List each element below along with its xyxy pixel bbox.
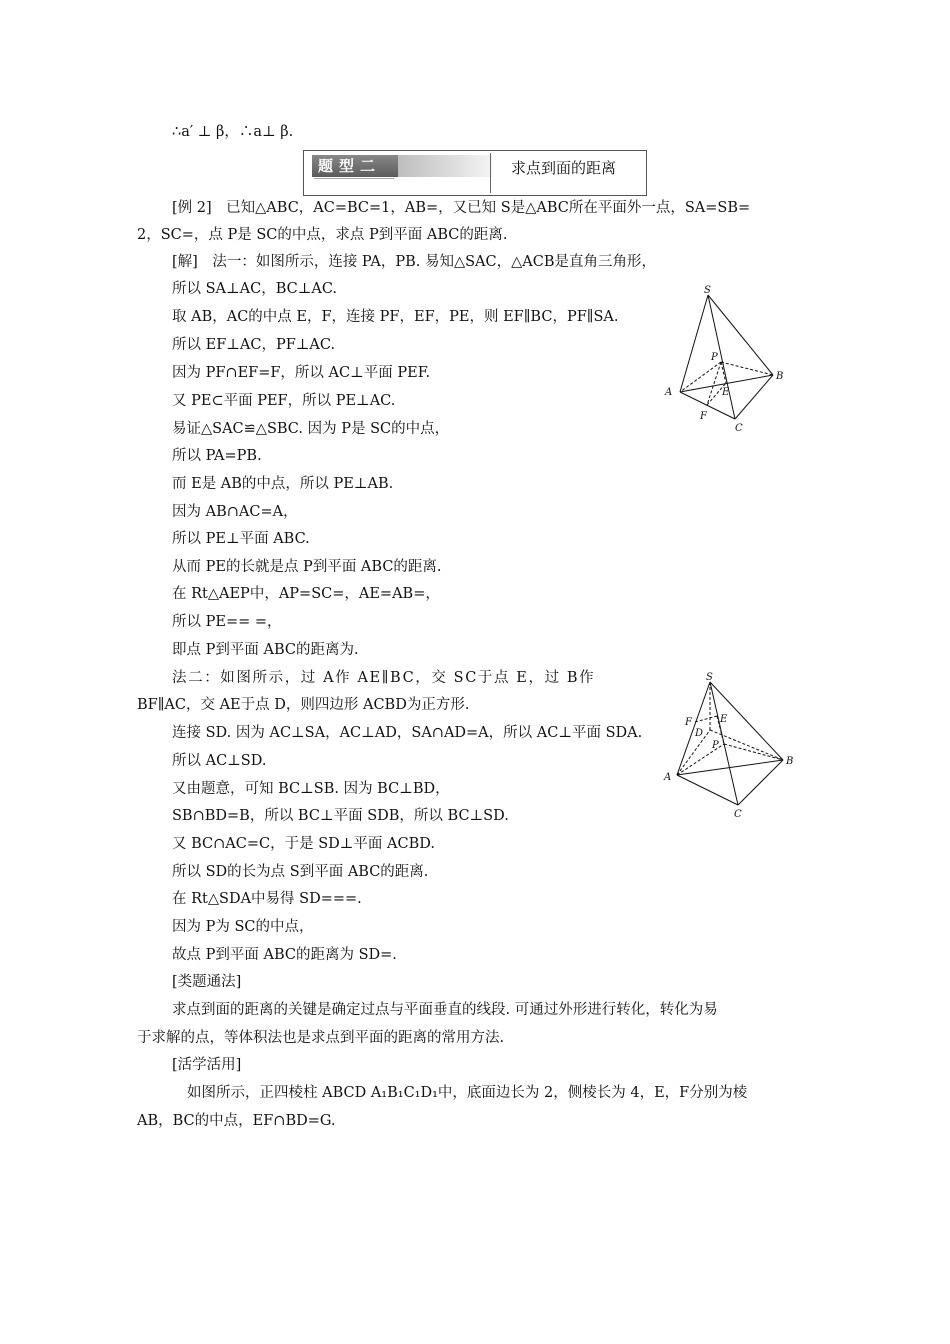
vertex-label: D <box>695 728 704 739</box>
text-line: 法二：如图所示，过 A作 AE∥BC，交 SC于点 E，过 B作 <box>172 670 596 686</box>
text-line: 又由题意，可知 BC⊥SB. 因为 BC⊥BD， <box>172 781 450 797</box>
banner-separator <box>490 153 491 193</box>
text-line: [类题通法] <box>172 974 242 990</box>
tetrahedron-figure-2 <box>655 670 795 820</box>
vertex-label: F <box>700 411 707 422</box>
text-line: 又 PE⊂平面 PEF，所以 PE⊥AC. <box>172 393 396 409</box>
vertex-label: A <box>664 772 672 783</box>
vertex-label: F <box>685 717 692 728</box>
text-line: 因为 P为 SC的中点， <box>172 919 314 935</box>
text-line: 在 Rt△SDA中易得 SD===. <box>172 891 362 907</box>
vertex-label: C <box>734 809 742 820</box>
text-line: 易证△SAC≌△SBC. 因为 P是 SC的中点， <box>172 421 450 437</box>
vertex-label: E <box>720 714 728 725</box>
text-line: BF∥AC，交 AE于点 D，则四边形 ACBD为正方形. <box>137 697 470 713</box>
text-line: 故点 P到平面 ABC的距离为 SD=. <box>172 947 397 963</box>
text-line: [解] 法一：如图所示，连接 PA，PB. 易知△SAC，△ACB是直角三角形， <box>172 254 656 270</box>
text-line: 而 E是 AB的中点，所以 PE⊥AB. <box>172 476 394 492</box>
text-line: 于求解的点，等体积法也是求点到平面的距离的常用方法. <box>137 1030 505 1046</box>
banner-gradient-bar <box>398 155 492 177</box>
text-line: ∴a′ ⊥ β，∴a⊥ β. <box>172 124 294 140</box>
text-line: 2，SC=，点 P是 SC的中点，求点 P到平面 ABC的距离. <box>137 227 508 243</box>
text-line: 所以 EF⊥AC，PF⊥AC. <box>172 337 336 353</box>
text-line: 所以 AC⊥SD. <box>172 753 267 769</box>
section-tag: 题型二 <box>312 155 398 177</box>
section-title: 求点到面的距离 <box>511 159 617 177</box>
text-line: 因为 AB∩AC=A， <box>172 504 298 520</box>
text-line: 即点 P到平面 ABC的距离为. <box>172 642 359 658</box>
text-line: 取 AB，AC的中点 E，F，连接 PF，EF，PE，则 EF∥BC，PF∥SA. <box>172 309 619 325</box>
text-line: 连接 SD. 因为 AC⊥SA，AC⊥AD，SA∩AD=A，所以 AC⊥平面 SDA. <box>172 725 643 741</box>
vertex-label: B <box>776 371 784 382</box>
text-line: SB∩BD=B，所以 BC⊥平面 SDB，所以 BC⊥SD. <box>172 808 509 824</box>
vertex-label: P <box>712 740 719 751</box>
text-line: AB，BC的中点，EF∩BD=G. <box>137 1113 336 1129</box>
text-line: 所以 SA⊥AC，BC⊥AC. <box>172 281 338 297</box>
banner-notch <box>314 178 394 185</box>
vertex-label: E <box>722 387 730 398</box>
text-line: 如图所示，正四棱柱 ABCD A₁B₁C₁D₁中，底面边长为 2，侧棱长为 4，E，F分别为棱 <box>187 1085 748 1101</box>
vertex-label: A <box>665 387 673 398</box>
text-line: 所以 PE⊥平面 ABC. <box>172 531 310 547</box>
text-line: [活学活用] <box>172 1057 242 1073</box>
text-line: 所以 SD的长为点 S到平面 ABC的距离. <box>172 864 429 880</box>
text-line: 因为 PF∩EF=F，所以 AC⊥平面 PEF. <box>172 365 431 381</box>
text-line: 在 Rt△AEP中，AP=SC=，AE=AB=， <box>172 586 440 602</box>
text-line: 求点到面的距离的关键是确定过点与平面垂直的线段. 可通过外形进行转化，转化为易 <box>172 1002 718 1018</box>
text-line: 所以 PA=PB. <box>172 448 262 464</box>
vertex-label: S <box>706 672 713 683</box>
vertex-label: S <box>704 285 711 296</box>
text-line: [例 2] 已知△ABC，AC=BC=1，AB=，又已知 S是△ABC所在平面外一点，SA=SB= <box>172 200 751 216</box>
vertex-label: B <box>786 756 794 767</box>
text-line: 从而 PE的长就是点 P到平面 ABC的距离. <box>172 559 442 575</box>
text-line: 所以 PE== =， <box>172 614 282 630</box>
section-banner <box>303 150 647 196</box>
vertex-label: C <box>735 423 743 434</box>
tetrahedron-figure-1 <box>655 282 795 437</box>
text-line: 又 BC∩AC=C，于是 SD⊥平面 ACBD. <box>172 836 435 852</box>
vertex-label: P <box>711 352 718 363</box>
